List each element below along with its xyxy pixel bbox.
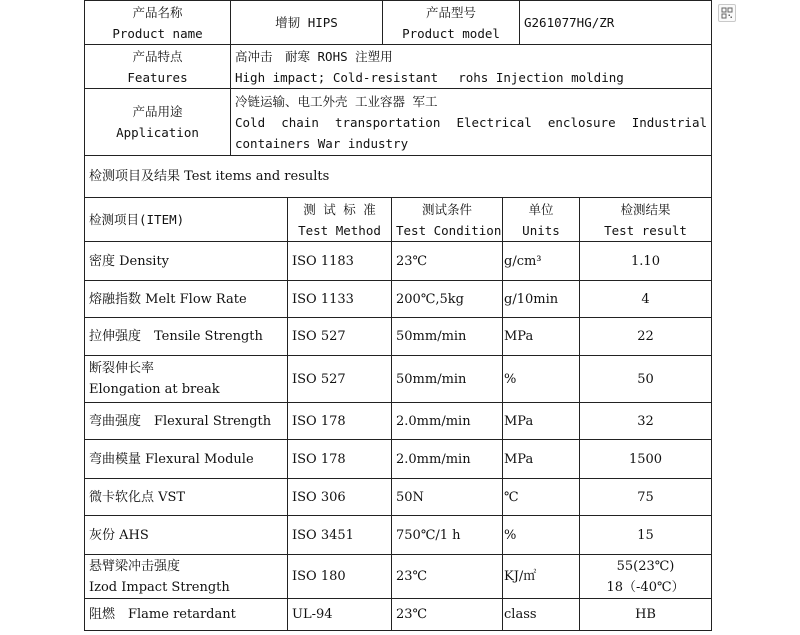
col-units-header (503, 198, 580, 242)
units-cell: MPa (503, 318, 580, 356)
result-cell (580, 555, 712, 599)
result-cell (580, 356, 712, 403)
item-cell (85, 516, 288, 555)
spec-sheet (84, 0, 711, 631)
table-row (85, 479, 712, 516)
col-result-header (580, 198, 712, 242)
features-value-en: High impact; Cold-resistant rohs Injection molding (235, 69, 624, 85)
result-cell (580, 318, 712, 356)
method-cell: UL-94 (288, 599, 392, 631)
condition-cell: 200℃,5kg (392, 281, 503, 318)
item-name: 拉伸强度 Tensile Strength (89, 329, 263, 344)
features-label-en: Features (127, 69, 188, 85)
result-value: 1.10 (631, 253, 660, 269)
table-row (85, 281, 712, 318)
method-cell: ISO 306 (288, 479, 392, 516)
result-cell (580, 281, 712, 318)
units-cell: class (503, 599, 580, 631)
col-result-en: Test result (604, 222, 687, 238)
item-name-en: Elongation at break (89, 382, 220, 397)
col-method-cn: 测 试 标 准 (303, 201, 376, 217)
units-cell: MPa (503, 403, 580, 440)
application-value (231, 89, 712, 156)
method-cell: ISO 178 (288, 403, 392, 440)
features-label-cn: 产品特点 (132, 48, 183, 64)
condition-cell: 50N (392, 479, 503, 516)
table-row (85, 356, 712, 403)
table-row (85, 440, 712, 479)
features-row (85, 45, 712, 89)
application-row (85, 89, 712, 156)
condition-cell: 2.0mm/min (392, 440, 503, 479)
product-name-label (85, 1, 231, 45)
product-info-table (84, 0, 712, 156)
table-row (85, 403, 712, 440)
condition-cell: 23℃ (392, 555, 503, 599)
qr-code-glyph (719, 5, 735, 21)
product-model-label-cn: 产品型号 (425, 4, 476, 20)
application-label-en: Application (116, 125, 199, 140)
units-cell: g/10min (503, 281, 580, 318)
result-value: 15 (637, 527, 654, 543)
features-value (231, 45, 712, 89)
table-row (85, 516, 712, 555)
results-body (85, 242, 712, 631)
item-cell (85, 281, 288, 318)
table-row (85, 318, 712, 356)
product-model-value: G261077HG/ZR (520, 1, 712, 45)
condition-cell: 2.0mm/min (392, 403, 503, 440)
col-method-header (288, 198, 392, 242)
result-value: 4 (641, 291, 650, 307)
application-label (85, 89, 231, 156)
application-value-en-1: Cold chain transportation Electrical enclosure Industrial (235, 114, 707, 130)
item-name: 密度 Density (89, 253, 170, 269)
condition-cell: 23℃ (392, 242, 503, 281)
col-condition-cn: 测试条件 (421, 201, 472, 217)
col-units-cn: 单位 (528, 201, 554, 217)
product-name-row (85, 1, 712, 45)
result-cell (580, 516, 712, 555)
table-row (85, 555, 712, 599)
product-model-label (383, 1, 520, 45)
features-label (85, 45, 231, 89)
section-title: 检测项目及结果 Test items and results (85, 156, 712, 198)
result-cell (580, 479, 712, 516)
method-cell: ISO 3451 (288, 516, 392, 555)
item-name: 弯曲模量 Flexural Module (89, 451, 254, 467)
result-value: 50 (637, 371, 654, 387)
condition-cell: 50mm/min (392, 318, 503, 356)
item-name: 弯曲强度 Flexural Strength (89, 413, 272, 429)
col-method-en: Test Method (298, 222, 381, 238)
product-model-label-en: Product model (402, 25, 500, 41)
section-title-row (85, 156, 712, 198)
units-cell: % (503, 516, 580, 555)
col-condition-en: Test Condition (396, 222, 502, 238)
application-label-cn: 产品用途 (132, 104, 183, 119)
product-name-value: 增韧 HIPS (231, 1, 383, 45)
features-value-cn: 高冲击 耐寒 ROHS 注塑用 (235, 48, 393, 64)
units-cell: ℃ (503, 479, 580, 516)
method-cell: ISO 527 (288, 318, 392, 356)
item-name: 微卡软化点 VST (89, 489, 186, 505)
result-value: 32 (637, 413, 654, 429)
condition-cell: 23℃ (392, 599, 503, 631)
result-cell (580, 403, 712, 440)
product-name-label-cn: 产品名称 (132, 4, 183, 20)
result-value: HB (635, 607, 656, 622)
item-cell (85, 403, 288, 440)
product-name-label-en: Product name (112, 25, 203, 41)
units-cell: KJ/㎡ (503, 555, 580, 599)
col-result-cn: 检测结果 (620, 201, 671, 217)
item-cell (85, 479, 288, 516)
result-value-2: 18（-40℃） (606, 579, 685, 595)
method-cell: ISO 527 (288, 356, 392, 403)
condition-cell: 50mm/min (392, 356, 503, 403)
condition-cell: 750℃/1 h (392, 516, 503, 555)
result-cell (580, 242, 712, 281)
col-condition-header (392, 198, 503, 242)
application-value-cn: 冷链运输、电工外壳 工业容器 军工 (235, 93, 438, 109)
units-cell: g/cm³ (503, 242, 580, 281)
units-cell: % (503, 356, 580, 403)
method-cell: ISO 1133 (288, 281, 392, 318)
item-name: 阻燃 Flame retardant (89, 607, 236, 622)
result-value: 1500 (628, 451, 663, 467)
application-value-en-2: containers War industry (235, 135, 409, 151)
qr-code-icon[interactable] (718, 4, 736, 22)
col-item-header: 检测项目(ITEM) (85, 198, 288, 242)
col-units-en: Units (522, 222, 560, 238)
item-name: 悬臂梁冲击强度 (89, 558, 181, 574)
result-value: 22 (637, 329, 654, 344)
item-name: 熔融指数 Melt Flow Rate (89, 291, 247, 307)
column-header-row (85, 198, 712, 242)
item-name: 断裂伸长率 (89, 361, 155, 376)
item-cell (85, 242, 288, 281)
method-cell: ISO 178 (288, 440, 392, 479)
result-value: 55(23℃) (616, 558, 675, 574)
result-cell (580, 599, 712, 631)
item-name-en: Izod Impact Strength (89, 579, 230, 595)
units-cell: MPa (503, 440, 580, 479)
item-cell (85, 440, 288, 479)
item-cell (85, 555, 288, 599)
item-cell (85, 599, 288, 631)
result-value: 75 (637, 489, 654, 505)
table-row (85, 242, 712, 281)
method-cell: ISO 180 (288, 555, 392, 599)
test-results-table (84, 155, 712, 631)
item-cell (85, 318, 288, 356)
item-cell (85, 356, 288, 403)
table-row (85, 599, 712, 631)
method-cell: ISO 1183 (288, 242, 392, 281)
result-cell (580, 440, 712, 479)
item-name: 灰份 AHS (89, 527, 149, 543)
